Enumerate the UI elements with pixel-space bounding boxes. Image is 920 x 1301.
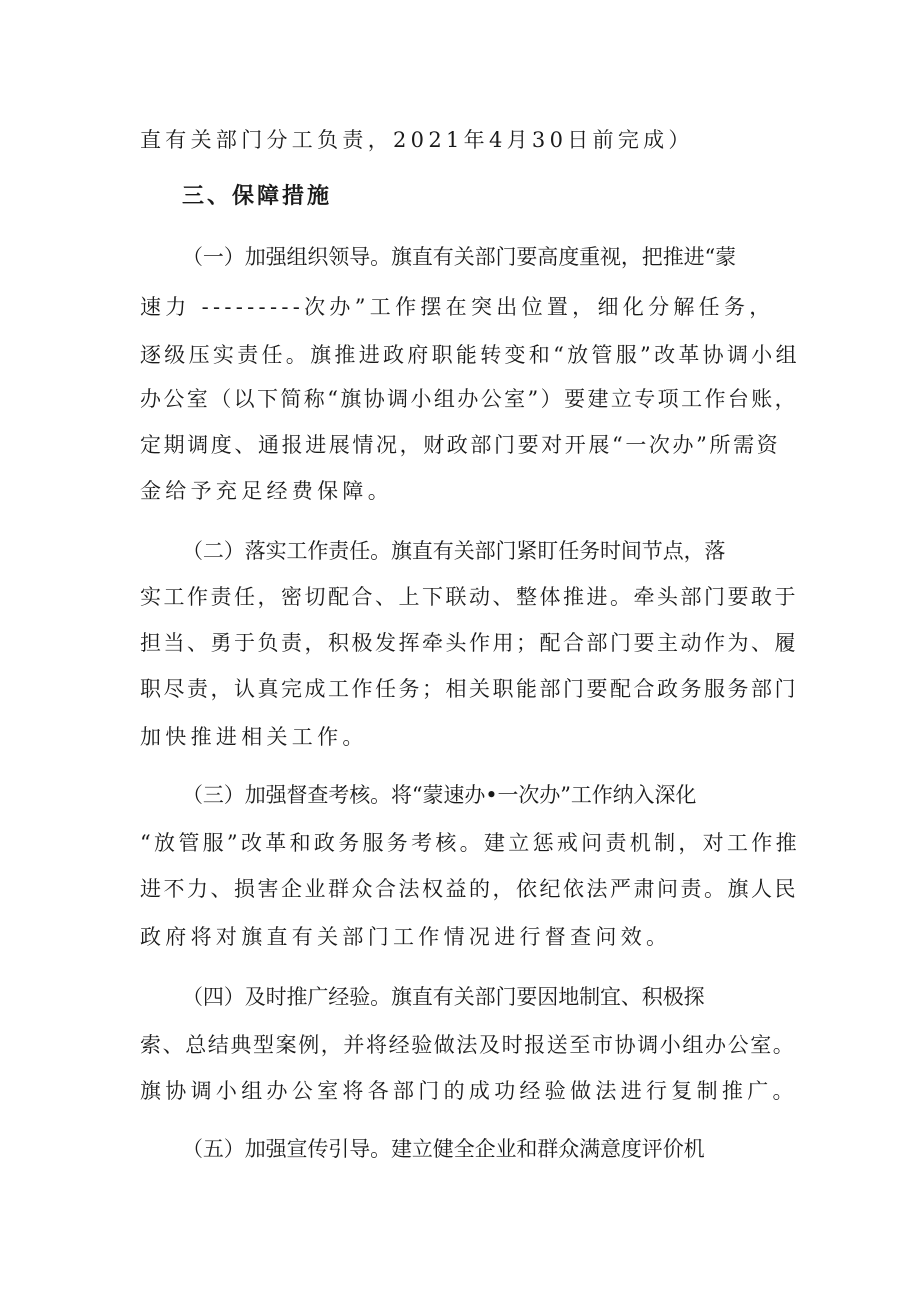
paragraph-line: 金给予充足经费保障。 [140,479,393,503]
paragraph-line: （四）及时推广经验。旗直有关部门要因地制宜、积极探 [182,985,705,1009]
paragraph-line: 加快推进相关工作。 [140,725,368,749]
paragraph-line: 定期调度、通报进展情况，财政部门要对开展“一次办”所需资 [140,433,781,457]
paragraph-line: 担当、勇于负责，积极发挥牵头作用；配合部门要主动作为、履 [140,631,798,655]
paragraph-line: 旗协调小组办公室将各部门的成功经验做法进行复制推广。 [140,1079,798,1103]
paragraph-line: 实工作责任，密切配合、上下联动、整体推进。牵头部门要敢于 [140,585,798,609]
paragraph-line: “放管服”改革和政务服务考核。建立惩戒问责机制，对工作推 [140,831,800,855]
section-heading: 三、保障措施 [182,184,333,209]
paragraph-line: （五）加强宣传引导。建立健全企业和群众满意度评价机 [182,1137,705,1161]
paragraph-line: 进不力、损害企业群众合法权益的，依纪依法严肃问责。旗人民 [140,877,798,901]
paragraph-line: 逐级压实责任。旗推进政府职能转变和“放管服”改革协调小组 [140,343,800,367]
paragraph-line: （一）加强组织领导。旗直有关部门要高度重视，把推进“蒙 [182,245,737,269]
paragraph-line: （三）加强督查考核。将“蒙速办•一次办”工作纳入深化 [182,783,697,807]
paragraph-line: 政府将对旗直有关部门工作情况进行督查问效。 [140,925,672,949]
continuation-line: 直有关部门分工负责，2021年4月30日前完成） [140,128,694,152]
paragraph-line: 速力 ---------次办”工作摆在突出位置，细化分解任务， [140,295,775,319]
paragraph-line: 职尽责，认真完成工作任务；相关职能部门要配合政务服务部门 [140,677,798,701]
paragraph-line: （二）落实工作责任。旗直有关部门紧盯任务时间节点，落 [182,539,726,563]
paragraph-line: 办公室（以下简称“旗协调小组办公室”）要建立专项工作台账， [140,387,799,411]
paragraph-line: 索、总结典型案例，并将经验做法及时报送至市协调小组办公室。 [140,1033,796,1057]
